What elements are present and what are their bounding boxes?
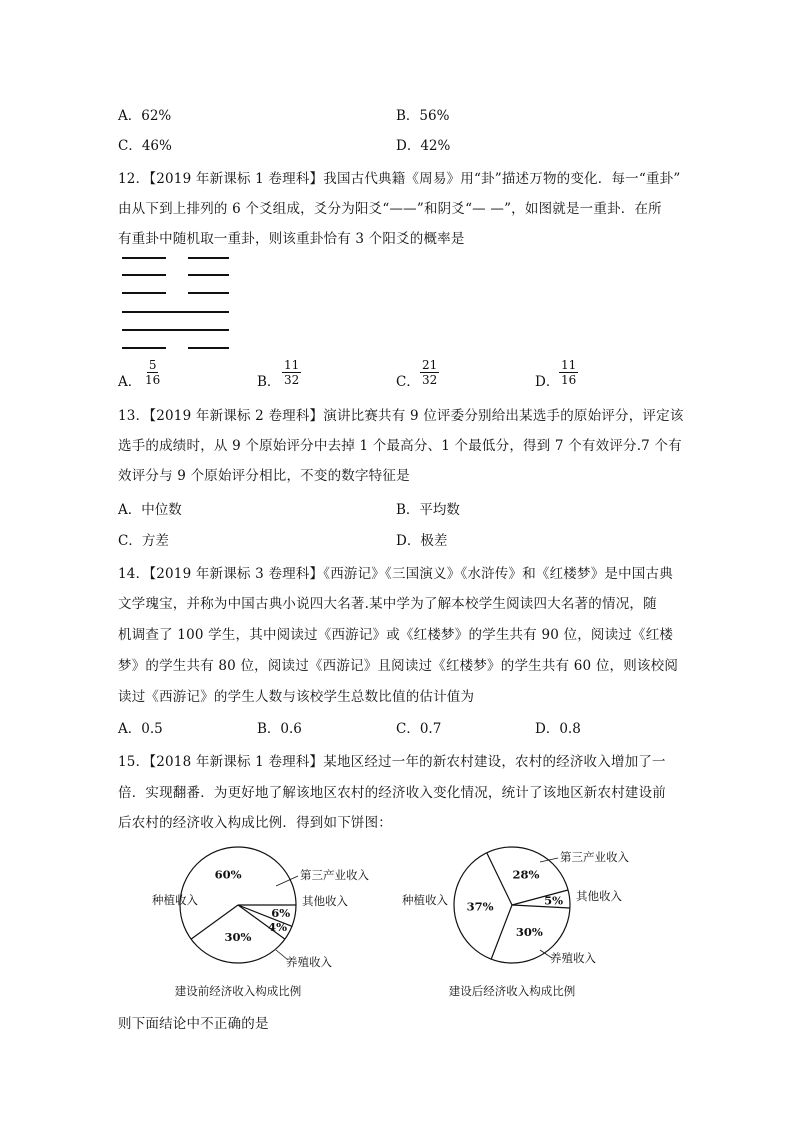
pie-charts-figure: [0, 830, 794, 1010]
q12-line-2: 由从下到上排列的 6 个爻组成，爻分为阳爻“——”和阴爻“— —”，如图就是一重卦．在所: [118, 201, 662, 217]
pie-category-label: 其他收入: [576, 889, 622, 903]
q11-option-c: C．46%: [118, 138, 172, 154]
pie-slice-label: 30%: [515, 924, 543, 939]
pie-chart-after: [402, 847, 629, 998]
pie-chart-title: 建设后经济收入构成比例: [448, 984, 576, 998]
q15-line-1: 15．【2018 年新课标 1 卷理科】某地区经过一年的新农村建设，农村的经济收入增加了一: [118, 754, 666, 770]
pie-category-label: 种植收入: [152, 893, 198, 907]
pie-slice-label: 6%: [271, 906, 291, 921]
q15-after-text: 则下面结论中不正确的是: [118, 1016, 269, 1032]
pie-slice-boundary: [491, 905, 512, 959]
pie-category-label: 第三产业收入: [300, 868, 369, 882]
q12-a-numerator: 5: [148, 358, 157, 372]
yin-line-1-right: [188, 257, 229, 259]
pie-chart-before: [152, 847, 369, 998]
pie-slice-label: 28%: [512, 867, 540, 882]
pie-category-label: 第三产业收入: [560, 850, 629, 864]
yin-line-2-right: [188, 274, 229, 276]
q14-option-c: C．0.7: [396, 721, 442, 737]
q13-line-3: 效评分与 9 个原始评分相比，不变的数字特征是: [118, 468, 410, 484]
q12-line-1: 12．【2019 年新课标 1 卷理科】我国古代典籍《周易》用“卦”描述万物的变化．每一“重卦”: [118, 171, 681, 187]
q15-line-2: 倍．实现翻番．为更好地了解该地区农村的经济收入变化情况，统计了该地区新农村建设前: [118, 785, 666, 801]
q14-line-3: 机调查了 100 学生，其中阅读过《西游记》或《红楼梦》的学生共有 90 位，阅读过《红楼: [118, 627, 674, 643]
q11-option-a: A．62%: [118, 108, 172, 124]
yin-line-6-right: [188, 347, 229, 349]
q13-line-2: 选手的成绩时，从 9 个原始评分中去掉 1 个最高分、1 个最低分，得到 7 个有效评分.7 个有: [118, 438, 682, 454]
q12-b-denominator: 32: [284, 373, 300, 387]
q15-line-3: 后农村的经济收入构成比例．得到如下饼图：: [118, 815, 392, 831]
yin-line-1-left: [122, 257, 166, 259]
q12-c-denominator: 32: [422, 373, 438, 387]
q14-line-2: 文学瑰宝，并称为中国古典小说四大名著.某中学为了解本校学生阅读四大名著的情况，随: [118, 596, 657, 612]
q12-option-d-fraction: [559, 358, 578, 387]
q13-option-d: D．极差: [396, 533, 448, 549]
pie-slice-label: 30%: [224, 929, 252, 944]
q13-line-1: 13．【2019 年新课标 2 卷理科】演讲比赛共有 9 位评委分别给出某选手的原始评分，评定该: [118, 408, 684, 424]
pie-category-label: 其他收入: [302, 894, 348, 908]
pie-slice-label: 60%: [214, 867, 242, 882]
hexagram-figure: [122, 252, 232, 352]
pie-category-label: 养殖收入: [286, 955, 332, 969]
q13-option-c: C．方差: [118, 533, 169, 549]
q11-option-d: D．42%: [396, 138, 451, 154]
pie-chart-title: 建设前经济收入构成比例: [174, 984, 302, 998]
q14-line-1: 14．【2019 年新课标 3 卷理科】《西游记》《三国演义》《水浒传》和《红楼梦》是中国古典: [118, 566, 673, 582]
q12-line-3: 有重卦中随机取一重卦，则该重卦恰有 3 个阳爻的概率是: [118, 231, 465, 247]
q14-line-5: 读过《西游记》的学生人数与该校学生总数比值的估计值为: [118, 689, 475, 705]
pie-slice-label: 5%: [544, 893, 563, 908]
q12-d-denominator: 16: [561, 373, 577, 387]
q12-option-c-label: C．: [396, 374, 420, 390]
pie-leader-line: [276, 876, 298, 886]
q12-option-b-fraction: [282, 358, 301, 387]
q14-option-d: D．0.8: [535, 721, 581, 737]
yin-line-3-left: [122, 292, 166, 294]
q12-option-d-label: D．: [535, 374, 560, 390]
q14-option-a: A．0.5: [118, 721, 163, 737]
q12-option-b-label: B．: [257, 374, 281, 390]
q14-option-b: B．0.6: [257, 721, 302, 737]
q13-option-a: A．中位数: [118, 502, 182, 518]
q13-option-b: B．平均数: [396, 502, 460, 518]
q12-option-a-label: A．: [118, 374, 142, 390]
q12-b-numerator: 11: [284, 358, 300, 372]
yin-line-6-left: [122, 347, 166, 349]
yin-line-2-left: [122, 274, 166, 276]
pie-leader-line: [540, 858, 558, 862]
q12-d-numerator: 11: [561, 358, 577, 372]
pie-slice-label: 37%: [466, 899, 494, 914]
pie-category-label: 种植收入: [402, 893, 448, 907]
yang-line-5: [122, 329, 229, 331]
yin-line-3-right: [188, 292, 229, 294]
pie-slice-label: 4%: [268, 919, 288, 934]
yang-line-4: [122, 311, 229, 313]
q11-option-b: B．56%: [396, 108, 450, 124]
q12-c-numerator: 21: [422, 358, 438, 372]
pie-slice-boundary: [487, 853, 512, 905]
q12-option-a-fraction: [143, 358, 162, 387]
q12-a-denominator: 16: [145, 373, 161, 387]
q14-line-4: 梦》的学生共有 80 位，阅读过《西游记》且阅读过《红楼梦》的学生共有 60 位，则该校阅: [118, 658, 679, 674]
q12-option-c-fraction: [420, 358, 439, 387]
pie-category-label: 养殖收入: [550, 951, 596, 965]
